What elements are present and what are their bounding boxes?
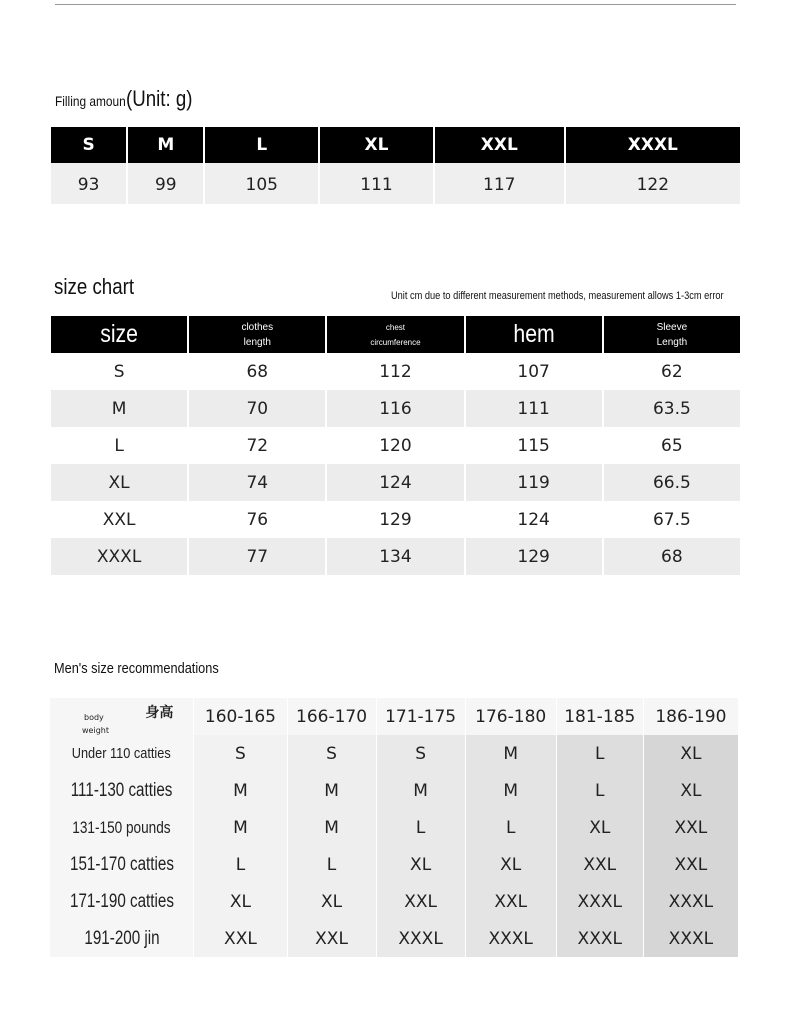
recommended-size-cell: XXXL bbox=[557, 883, 643, 920]
weight-row-label-text: 131-150 pounds bbox=[72, 817, 171, 837]
length-cell: 70 bbox=[189, 390, 325, 427]
filling-value-cell: 117 bbox=[435, 163, 564, 204]
hem-cell: 119 bbox=[466, 464, 602, 501]
recommended-size-cell: M bbox=[466, 772, 556, 809]
weight-row-label bbox=[50, 846, 193, 883]
recommended-size-cell: L bbox=[288, 846, 376, 883]
recommended-size-cell: M bbox=[288, 772, 376, 809]
sleeve-cell: 67.5 bbox=[652, 509, 691, 530]
recommended-size-cell: XL bbox=[194, 883, 286, 920]
header-length-line1: clothes bbox=[241, 321, 274, 333]
recommended-size-cell: XL bbox=[288, 883, 376, 920]
size-chart-row bbox=[51, 390, 740, 427]
recommendation-row bbox=[50, 883, 738, 920]
recommendation-table bbox=[49, 698, 739, 957]
recommendation-row bbox=[50, 772, 738, 809]
recommendation-title-text: Men's size recommendations bbox=[54, 660, 219, 677]
recommended-size-cell: L bbox=[557, 772, 643, 809]
recommendation-row bbox=[50, 809, 738, 846]
hem-cell: 115 bbox=[517, 435, 550, 456]
filling-header-cell: S bbox=[51, 127, 126, 163]
filling-header-cell: XXL bbox=[435, 127, 564, 163]
recommended-size-cell: XXL bbox=[288, 920, 376, 957]
height-header-cell: 160-165 bbox=[194, 698, 286, 735]
filling-header-cell: L bbox=[205, 127, 318, 163]
recommended-size-cell: XL bbox=[644, 772, 738, 809]
height-label: 身高 bbox=[145, 705, 174, 721]
recommended-size-cell: M bbox=[466, 735, 556, 772]
height-header-cell: 166-170 bbox=[288, 698, 376, 735]
size-chart-title-text: size chart bbox=[54, 274, 135, 299]
sleeve-cell: 63.5 bbox=[604, 390, 740, 427]
size-chart-row bbox=[51, 427, 740, 464]
recommended-size-cell: L bbox=[466, 809, 556, 846]
size-chart-header-row bbox=[51, 316, 740, 353]
recommended-size-cell: L bbox=[377, 809, 465, 846]
size-cell: XXL bbox=[102, 509, 136, 530]
recommendation-row bbox=[50, 735, 738, 772]
hem-cell: 107 bbox=[517, 361, 550, 382]
length-cell: 68 bbox=[246, 361, 269, 382]
recommended-size-cell: S bbox=[194, 735, 286, 772]
hem-cell: 111 bbox=[466, 390, 602, 427]
filling-value-cell: 93 bbox=[51, 163, 126, 204]
filling-title-unit: (Unit: g) bbox=[126, 86, 193, 111]
size-chart-row bbox=[51, 538, 740, 575]
weight-row-label bbox=[50, 920, 193, 957]
filling-value-row bbox=[51, 163, 740, 204]
size-chart-row bbox=[51, 353, 740, 390]
size-chart-table bbox=[49, 316, 742, 575]
size-cell: M bbox=[51, 390, 187, 427]
recommended-size-cell: XXXL bbox=[644, 883, 738, 920]
top-divider bbox=[55, 4, 736, 5]
recommended-size-cell: L bbox=[557, 735, 643, 772]
recommended-size-cell: XXXL bbox=[557, 920, 643, 957]
recommended-size-cell: S bbox=[288, 735, 376, 772]
chest-cell: 120 bbox=[379, 435, 412, 456]
filling-header-cell: XL bbox=[320, 127, 433, 163]
recommended-size-cell: M bbox=[377, 772, 465, 809]
filling-title bbox=[55, 86, 205, 112]
weight-row-label bbox=[50, 883, 193, 920]
filling-value-cell: 105 bbox=[205, 163, 318, 204]
length-cell: 76 bbox=[246, 509, 269, 530]
length-cell: 77 bbox=[189, 538, 325, 575]
header-hem bbox=[466, 316, 602, 353]
recommended-size-cell: XXL bbox=[194, 920, 286, 957]
recommended-size-cell: XXL bbox=[644, 809, 738, 846]
recommendation-row bbox=[50, 846, 738, 883]
recommended-size-cell: XXXL bbox=[644, 920, 738, 957]
recommended-size-cell: XXXL bbox=[466, 920, 556, 957]
recommended-size-cell: XXL bbox=[557, 846, 643, 883]
recommended-size-cell: L bbox=[194, 846, 286, 883]
size-chart-row bbox=[51, 501, 740, 538]
hem-cell: 124 bbox=[517, 509, 550, 530]
body-label: body bbox=[84, 713, 104, 722]
recommended-size-cell: XXL bbox=[644, 846, 738, 883]
filling-header-cell: M bbox=[128, 127, 203, 163]
filling-value-cell: 111 bbox=[320, 163, 433, 204]
weight-row-label bbox=[50, 809, 193, 846]
header-length-line2: length bbox=[243, 336, 271, 348]
recommended-size-cell: XL bbox=[557, 809, 643, 846]
recommendation-row bbox=[50, 920, 738, 957]
recommended-size-cell: M bbox=[288, 809, 376, 846]
height-header-cell: 181-185 bbox=[557, 698, 643, 735]
recommended-size-cell: M bbox=[194, 809, 286, 846]
recommended-size-cell: M bbox=[194, 772, 286, 809]
corner-cell bbox=[50, 698, 193, 735]
hem-cell: 129 bbox=[466, 538, 602, 575]
filling-value-cell: 122 bbox=[566, 163, 740, 204]
size-cell: S bbox=[113, 361, 125, 382]
header-chest-line1: chest bbox=[385, 322, 406, 332]
weight-row-label-text: 171-190 catties bbox=[69, 890, 174, 912]
chest-cell: 112 bbox=[379, 361, 412, 382]
size-cell: XXXL bbox=[51, 538, 187, 575]
length-cell: 72 bbox=[246, 435, 269, 456]
height-header-cell: 186-190 bbox=[644, 698, 738, 735]
filling-header-cell: XXXL bbox=[566, 127, 740, 163]
size-chart-note bbox=[391, 286, 787, 304]
size-chart-note-text: Unit cm due to different measurement methods, measurement allows 1-3cm error bbox=[391, 290, 724, 302]
weight-row-label-text: 111-130 catties bbox=[70, 779, 173, 801]
header-chest-line2: circumference bbox=[370, 337, 421, 347]
sleeve-cell: 62 bbox=[661, 361, 683, 382]
height-header-cell: 176-180 bbox=[466, 698, 556, 735]
sleeve-cell: 68 bbox=[604, 538, 740, 575]
recommended-size-cell: XL bbox=[644, 735, 738, 772]
size-cell: L bbox=[114, 435, 124, 456]
header-size-label: size bbox=[100, 320, 138, 348]
size-chart-row bbox=[51, 464, 740, 501]
chest-cell: 116 bbox=[327, 390, 463, 427]
header-chest bbox=[327, 316, 463, 353]
recommended-size-cell: XXL bbox=[377, 883, 465, 920]
filling-header-row bbox=[51, 127, 740, 163]
header-size bbox=[51, 316, 187, 353]
height-header-cell: 171-175 bbox=[377, 698, 465, 735]
recommended-size-cell: S bbox=[377, 735, 465, 772]
corner-labels bbox=[50, 698, 193, 735]
weight-label: weight bbox=[82, 726, 109, 735]
length-cell: 74 bbox=[189, 464, 325, 501]
weight-row-label bbox=[50, 735, 193, 772]
weight-row-label bbox=[50, 772, 193, 809]
weight-row-label-text: 191-200 jin bbox=[84, 927, 160, 949]
recommendation-header-row bbox=[50, 698, 738, 735]
recommended-size-cell: XXL bbox=[466, 883, 556, 920]
weight-row-label-text: 151-170 catties bbox=[69, 853, 174, 875]
header-sleeve-length bbox=[604, 316, 740, 353]
recommendation-title bbox=[54, 660, 248, 678]
chest-cell: 134 bbox=[327, 538, 463, 575]
filling-title-main: Filling amoun bbox=[55, 93, 126, 109]
recommended-size-cell: XL bbox=[377, 846, 465, 883]
chest-cell: 129 bbox=[379, 509, 412, 530]
chest-cell: 124 bbox=[327, 464, 463, 501]
header-clothes-length bbox=[189, 316, 325, 353]
filling-value-cell: 99 bbox=[128, 163, 203, 204]
recommended-size-cell: XXXL bbox=[377, 920, 465, 957]
size-cell: XL bbox=[51, 464, 187, 501]
header-hem-label: hem bbox=[512, 320, 555, 348]
filling-table bbox=[49, 127, 742, 204]
sleeve-cell: 65 bbox=[661, 435, 683, 456]
sleeve-cell: 66.5 bbox=[604, 464, 740, 501]
header-sleeve-line1: Sleeve bbox=[656, 321, 688, 333]
weight-row-label-text: Under 110 catties bbox=[72, 744, 172, 762]
header-sleeve-line2: Length bbox=[656, 336, 688, 348]
size-chart-title bbox=[54, 274, 148, 300]
recommended-size-cell: XL bbox=[466, 846, 556, 883]
